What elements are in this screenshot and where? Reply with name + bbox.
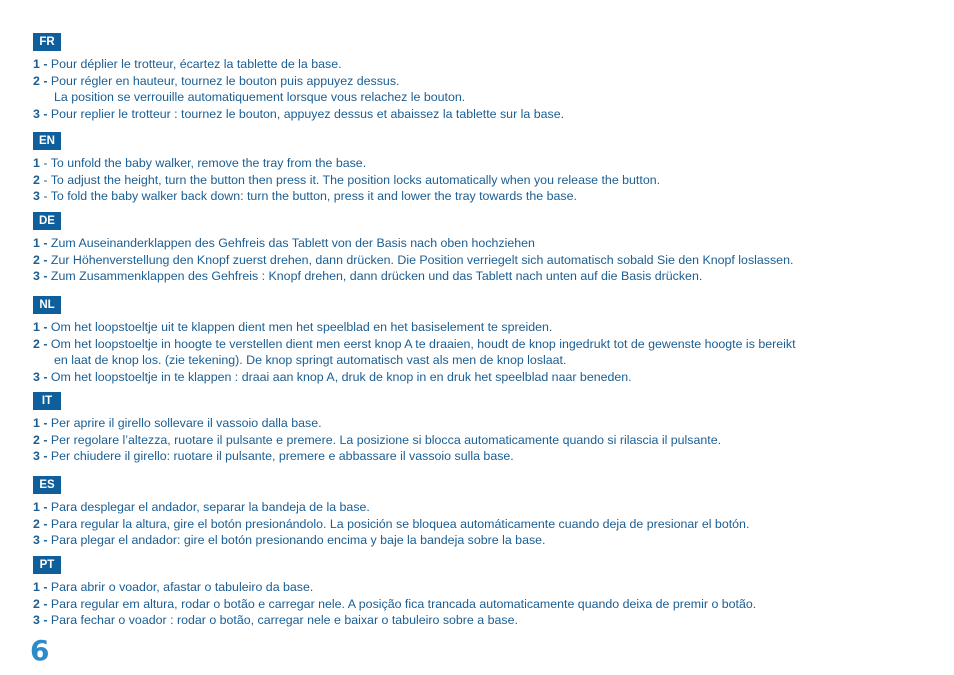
instruction-item: 2 - Para regular em altura, rodar o botão e carregar nele. A posição fica trancada automaticamente quando deixa de premir o botão. [33, 596, 757, 611]
instruction-item: 1 - Zum Auseinanderklappen des Gehfreis das Tablett von der Basis nach oben hochziehen [33, 236, 535, 250]
instruction-item: 3 - To fold the baby walker back down: turn the button, press it and lower the tray towards the base. [33, 189, 577, 203]
instruction-item: 1 - Para desplegar el andador, separar la bandeja de la base. [33, 500, 370, 514]
section-pt [33, 555, 913, 629]
section-en [33, 131, 913, 205]
language-badge-it: IT [33, 392, 61, 410]
instruction-item: 3 - Om het loopstoeltje in te klappen : draai aan knop A, druk de knop in en druk het speelblad naar beneden. [33, 369, 632, 384]
section-es [33, 475, 913, 549]
instruction-item: 3 - Per chiudere il girello: ruotare il pulsante, premere e abbassare il vassoio sulla base. [33, 449, 514, 463]
instruction-item: 1 - Pour déplier le trotteur, écartez la tablette de la base. [33, 57, 342, 71]
instruction-item: 2 - Om het loopstoeltje in hoogte te verstellen dient men eerst knop A te draaien, houdt de knop ingedrukt tot de gewenste hoogte is bereikt [33, 336, 796, 351]
language-badge-pt: PT [33, 556, 61, 574]
section-de [33, 211, 913, 285]
instruction-continuation: La position se verrouille automatiquement lorsque vous relachez le bouton. [54, 90, 466, 104]
language-badge-es: ES [33, 476, 61, 494]
instruction-item: 2 - Zur Höhenverstellung den Knopf zuerst drehen, dann drücken. Die Position verriegelt sich automatisch sobald Sie den Knopf loslassen. [33, 252, 794, 267]
language-badge-nl: NL [33, 296, 61, 314]
instruction-item: 2 - Pour régler en hauteur, tournez le bouton puis appuyez dessus. [33, 73, 400, 88]
instruction-item: 1 - Per aprire il girello sollevare il vassoio dalla base. [33, 416, 322, 430]
instruction-item: 2 - To adjust the height, turn the button then press it. The position locks automatically when you release the button. [33, 172, 661, 187]
instruction-item: 2 - Per regolare l’altezza, ruotare il pulsante e premere. La posizione si blocca automaticamente quando si rilascia il pulsante. [33, 432, 722, 447]
instruction-item: 3 - Zum Zusammenklappen des Gehfreis : Knopf drehen, dann drücken und das Tablett nach unten auf die Basis drücken. [33, 269, 703, 283]
section-it [33, 391, 913, 465]
instruction-item: 3 - Pour replier le trotteur : tournez le bouton, appuyez dessus et abaissez la tablette sur la base. [33, 106, 565, 121]
instruction-item: 1 - To unfold the baby walker, remove the tray from the base. [33, 156, 367, 170]
instruction-continuation: en laat de knop los. (zie tekening). De knop springt automatisch vast als men de knop loslaat. [54, 353, 567, 367]
language-badge-de: DE [33, 212, 61, 230]
language-badge-fr: FR [33, 33, 61, 51]
section-fr [33, 32, 913, 122]
instruction-item: 1 - Om het loopstoeltje uit te klappen dient men het speelblad en het basiselement te spreiden. [33, 320, 553, 334]
language-badge-en: EN [33, 132, 61, 150]
instruction-item: 2 - Para regular la altura, gire el botón presionándolo. La posición se bloquea automáticamente cuando deja de presionar el botón. [33, 516, 750, 531]
instruction-item: 1 - Para abrir o voador, afastar o tabuleiro da base. [33, 580, 314, 594]
page-number: 6 [30, 634, 50, 667]
instruction-item: 3 - Para plegar el andador: gire el botón presionando encima y baje la bandeja sobre la base. [33, 533, 546, 547]
instruction-item: 3 - Para fechar o voador : rodar o botão, carregar nele e baixar o tabuleiro sobre a base. [33, 613, 518, 627]
section-nl [33, 295, 913, 385]
